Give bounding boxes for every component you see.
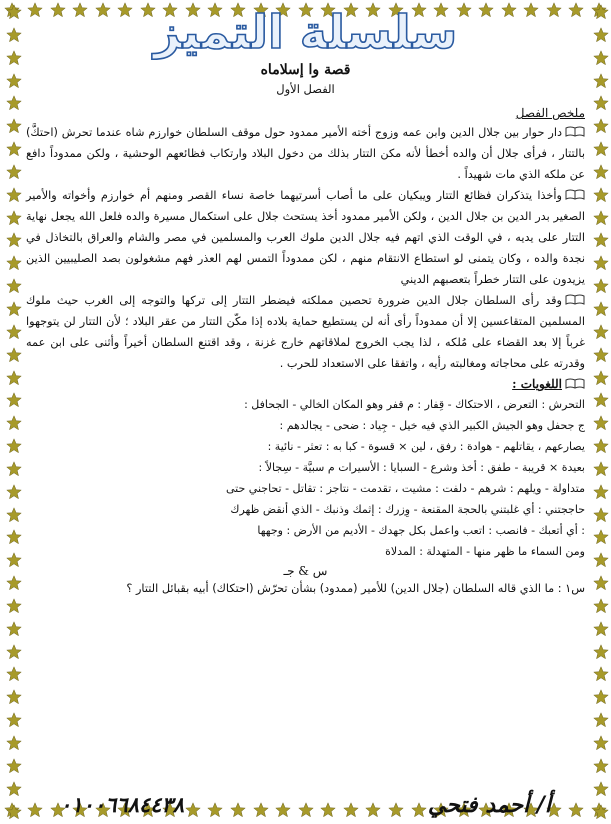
star-icon <box>593 438 609 454</box>
star-icon <box>593 232 609 248</box>
story-title: قصة وا إسلاماه <box>260 62 351 78</box>
star-icon <box>593 507 609 523</box>
star-icon <box>6 278 22 294</box>
open-book-icon <box>565 378 585 389</box>
star-icon <box>6 210 22 226</box>
star-icon <box>6 507 22 523</box>
star-icon <box>593 278 609 294</box>
vocabulary-line: بعيدة × قريبة - طفق : أخذ وشرع - السبايا : الأسيرات م سبيَّة - سِجالاً : <box>258 461 585 474</box>
star-icon <box>6 689 22 705</box>
star-icon <box>6 804 22 820</box>
star-icon <box>593 529 609 545</box>
star-icon <box>593 415 609 431</box>
star-icon <box>593 689 609 705</box>
star-icon <box>593 758 609 774</box>
vocabulary-line: : أي أتعبك - فانصب : اتعب واعمل بكل جهدك - الأديم من الأرض : وجهها <box>257 524 585 537</box>
star-icon <box>6 255 22 271</box>
open-book-icon <box>565 189 585 200</box>
open-book-icon <box>565 126 585 137</box>
summary-paragraph-2 <box>26 185 585 290</box>
series-title: سلسلة التميز <box>153 5 458 59</box>
vocabulary-line: التحرش : التعرض ، الاحتكاك - قِفار : م قفر وهو المكان الخالي - الجحافل : <box>244 398 585 411</box>
phone-number: ٠١٠٠٦٦٨٤٤٣٨ <box>60 793 185 817</box>
star-icon <box>6 666 22 682</box>
star-icon <box>593 392 609 408</box>
star-icon <box>6 529 22 545</box>
star-icon <box>593 4 609 20</box>
summary-label: ملخص الفصل <box>515 106 585 120</box>
star-icon <box>593 301 609 317</box>
star-icon <box>593 644 609 660</box>
star-icon <box>6 118 22 134</box>
star-icon <box>593 27 609 43</box>
star-icon <box>6 301 22 317</box>
star-icon <box>6 4 22 20</box>
page-content <box>26 4 585 798</box>
star-border-right <box>589 0 609 824</box>
vocabulary-label: اللغويات : <box>512 377 562 391</box>
star-icon <box>6 95 22 111</box>
star-icon <box>6 187 22 203</box>
vocabulary-heading <box>26 374 585 394</box>
summary-text-3: وقد رأى السلطان جلال الدين ضرورة تحصين مملكته فيضطر التتار إلى تركها والتوجه إلى الغرب حيث ملوك المسلمين المتقاعسين إلا أن ممدوداً رأى أنه لن يستطيع حماية بلاده إذا مكّن التتار من عقر البلاد ؛ لأن التتار لن يتوجهوا غرباً إلا بعد القضاء على مُلكه ، لذا يجب الخروج لملاقاتهم خارج غزنة ، وقد اقتنع السلطان أخيراً وأثنى على ابن عمه وقدرته على محاجاته ومغالبته رأيه ، واتفقا على الاستعداد للحرب . <box>26 294 585 370</box>
star-icon <box>593 370 609 386</box>
star-icon <box>6 347 22 363</box>
star-icon <box>593 210 609 226</box>
star-icon <box>6 735 22 751</box>
star-icon <box>593 73 609 89</box>
vocabulary-line: يصارعهم ، يقاتلهم - هوادة : رفق ، لين × قسوة - كبا به : تعثر - نائية : <box>267 440 585 453</box>
star-icon <box>6 324 22 340</box>
star-icon <box>6 232 22 248</box>
vocabulary-line: متداولة - ويلهم : شرهم - دلفت : مشيت ، تقدمت - نتاجز : تقاتل - تحاجني حتى <box>226 482 585 495</box>
star-icon <box>593 552 609 568</box>
vocabulary-line: ومن السماء ما ظهر منها - المتهدلة : المدلاة <box>385 545 585 558</box>
star-icon <box>6 461 22 477</box>
star-icon <box>6 484 22 500</box>
vocabulary-line: حاججتني : أي غلبتني بالحجة المقنعة - وِزرك : إثمك وذنبك - الذي أنقض ظهرك <box>230 503 585 516</box>
star-icon <box>593 164 609 180</box>
star-icon <box>6 575 22 591</box>
star-icon <box>593 187 609 203</box>
star-icon <box>593 484 609 500</box>
questions-mark: س & جـ <box>283 564 328 578</box>
star-icon <box>593 141 609 157</box>
star-icon <box>593 347 609 363</box>
star-icon <box>593 575 609 591</box>
vocabulary-line: ج جحفل وهو الجيش الكبير الذي فيه خيل - جِياد : ضحى - يجالدهم : <box>279 419 585 432</box>
star-icon <box>6 73 22 89</box>
question-1: س١ : ما الذي قاله السلطان (جلال الدين) للأمير (ممدود) بشأن تحرّش (احتكاك) أبيه بقبائل التتار ؟ <box>126 582 585 595</box>
star-icon <box>593 804 609 820</box>
star-border-left <box>2 0 22 824</box>
star-icon <box>6 712 22 728</box>
star-icon <box>593 735 609 751</box>
star-icon <box>27 802 43 818</box>
summary-text-1: دار حوار بين جلال الدين وابن عمه وزوج أخته الأمير ممدود حول موقف السلطان خوارزم شاه عندما تحرش (احتكَّ) بالتتار ، فرأى جلال أن والده أخطأ لأنه مكن التتار بذلك من دخول البلاد وارتكاب فظائعهم الوحشية ، ولكن ممدوداً دافع عن ملكه الذي مات شهيداً . <box>26 126 585 181</box>
star-icon <box>6 438 22 454</box>
star-icon <box>593 461 609 477</box>
star-icon <box>6 621 22 637</box>
star-icon <box>593 324 609 340</box>
star-icon <box>593 621 609 637</box>
star-icon <box>593 666 609 682</box>
star-icon <box>6 415 22 431</box>
star-icon <box>593 50 609 66</box>
star-icon <box>593 712 609 728</box>
star-icon <box>6 781 22 797</box>
chapter-label: الفصل الأول <box>276 82 335 96</box>
open-book-icon <box>565 294 585 305</box>
summary-paragraph-3 <box>26 290 585 374</box>
footer <box>60 790 551 820</box>
star-icon <box>593 95 609 111</box>
star-icon <box>6 141 22 157</box>
summary-text-2: وأخذا يتذكران فظائع التتار ويبكيان على ما أصاب أسرتيهما خاصة نساء القصر ومنهم أم خوارزم وأخواته والأمير الصغير بدر الدين بن جلال الدين ، ولكن الأمير ممدود أخذ يستحث جلال على استكمال مسيرة والده فلعل الله يجعل نهاية التتار على يديه ، في الوقت الذي اتهم فيه جلال الدين ملوك العرب والمسلمين في مصر والشام والعراق بالتخاذل في نجدة والده ، وكان يتمنى لو استطاع الانتقام منهم ، لكن ممدوداً التمس لهم العذر فهم مشغولون بصد الصليبيين الذين يزيدون على التتار خطراً بتعصبهم الديني <box>26 189 585 286</box>
star-icon <box>6 552 22 568</box>
star-icon <box>6 758 22 774</box>
star-icon <box>6 50 22 66</box>
star-icon <box>593 598 609 614</box>
star-icon <box>6 392 22 408</box>
star-icon <box>593 255 609 271</box>
star-icon <box>6 598 22 614</box>
star-icon <box>568 802 584 818</box>
star-icon <box>6 27 22 43</box>
star-icon <box>6 644 22 660</box>
star-icon <box>6 164 22 180</box>
teacher-name: أ/ أحمد فتحي <box>427 792 551 818</box>
star-icon <box>593 781 609 797</box>
star-icon <box>6 370 22 386</box>
summary-paragraph-1 <box>26 122 585 185</box>
star-icon <box>593 118 609 134</box>
